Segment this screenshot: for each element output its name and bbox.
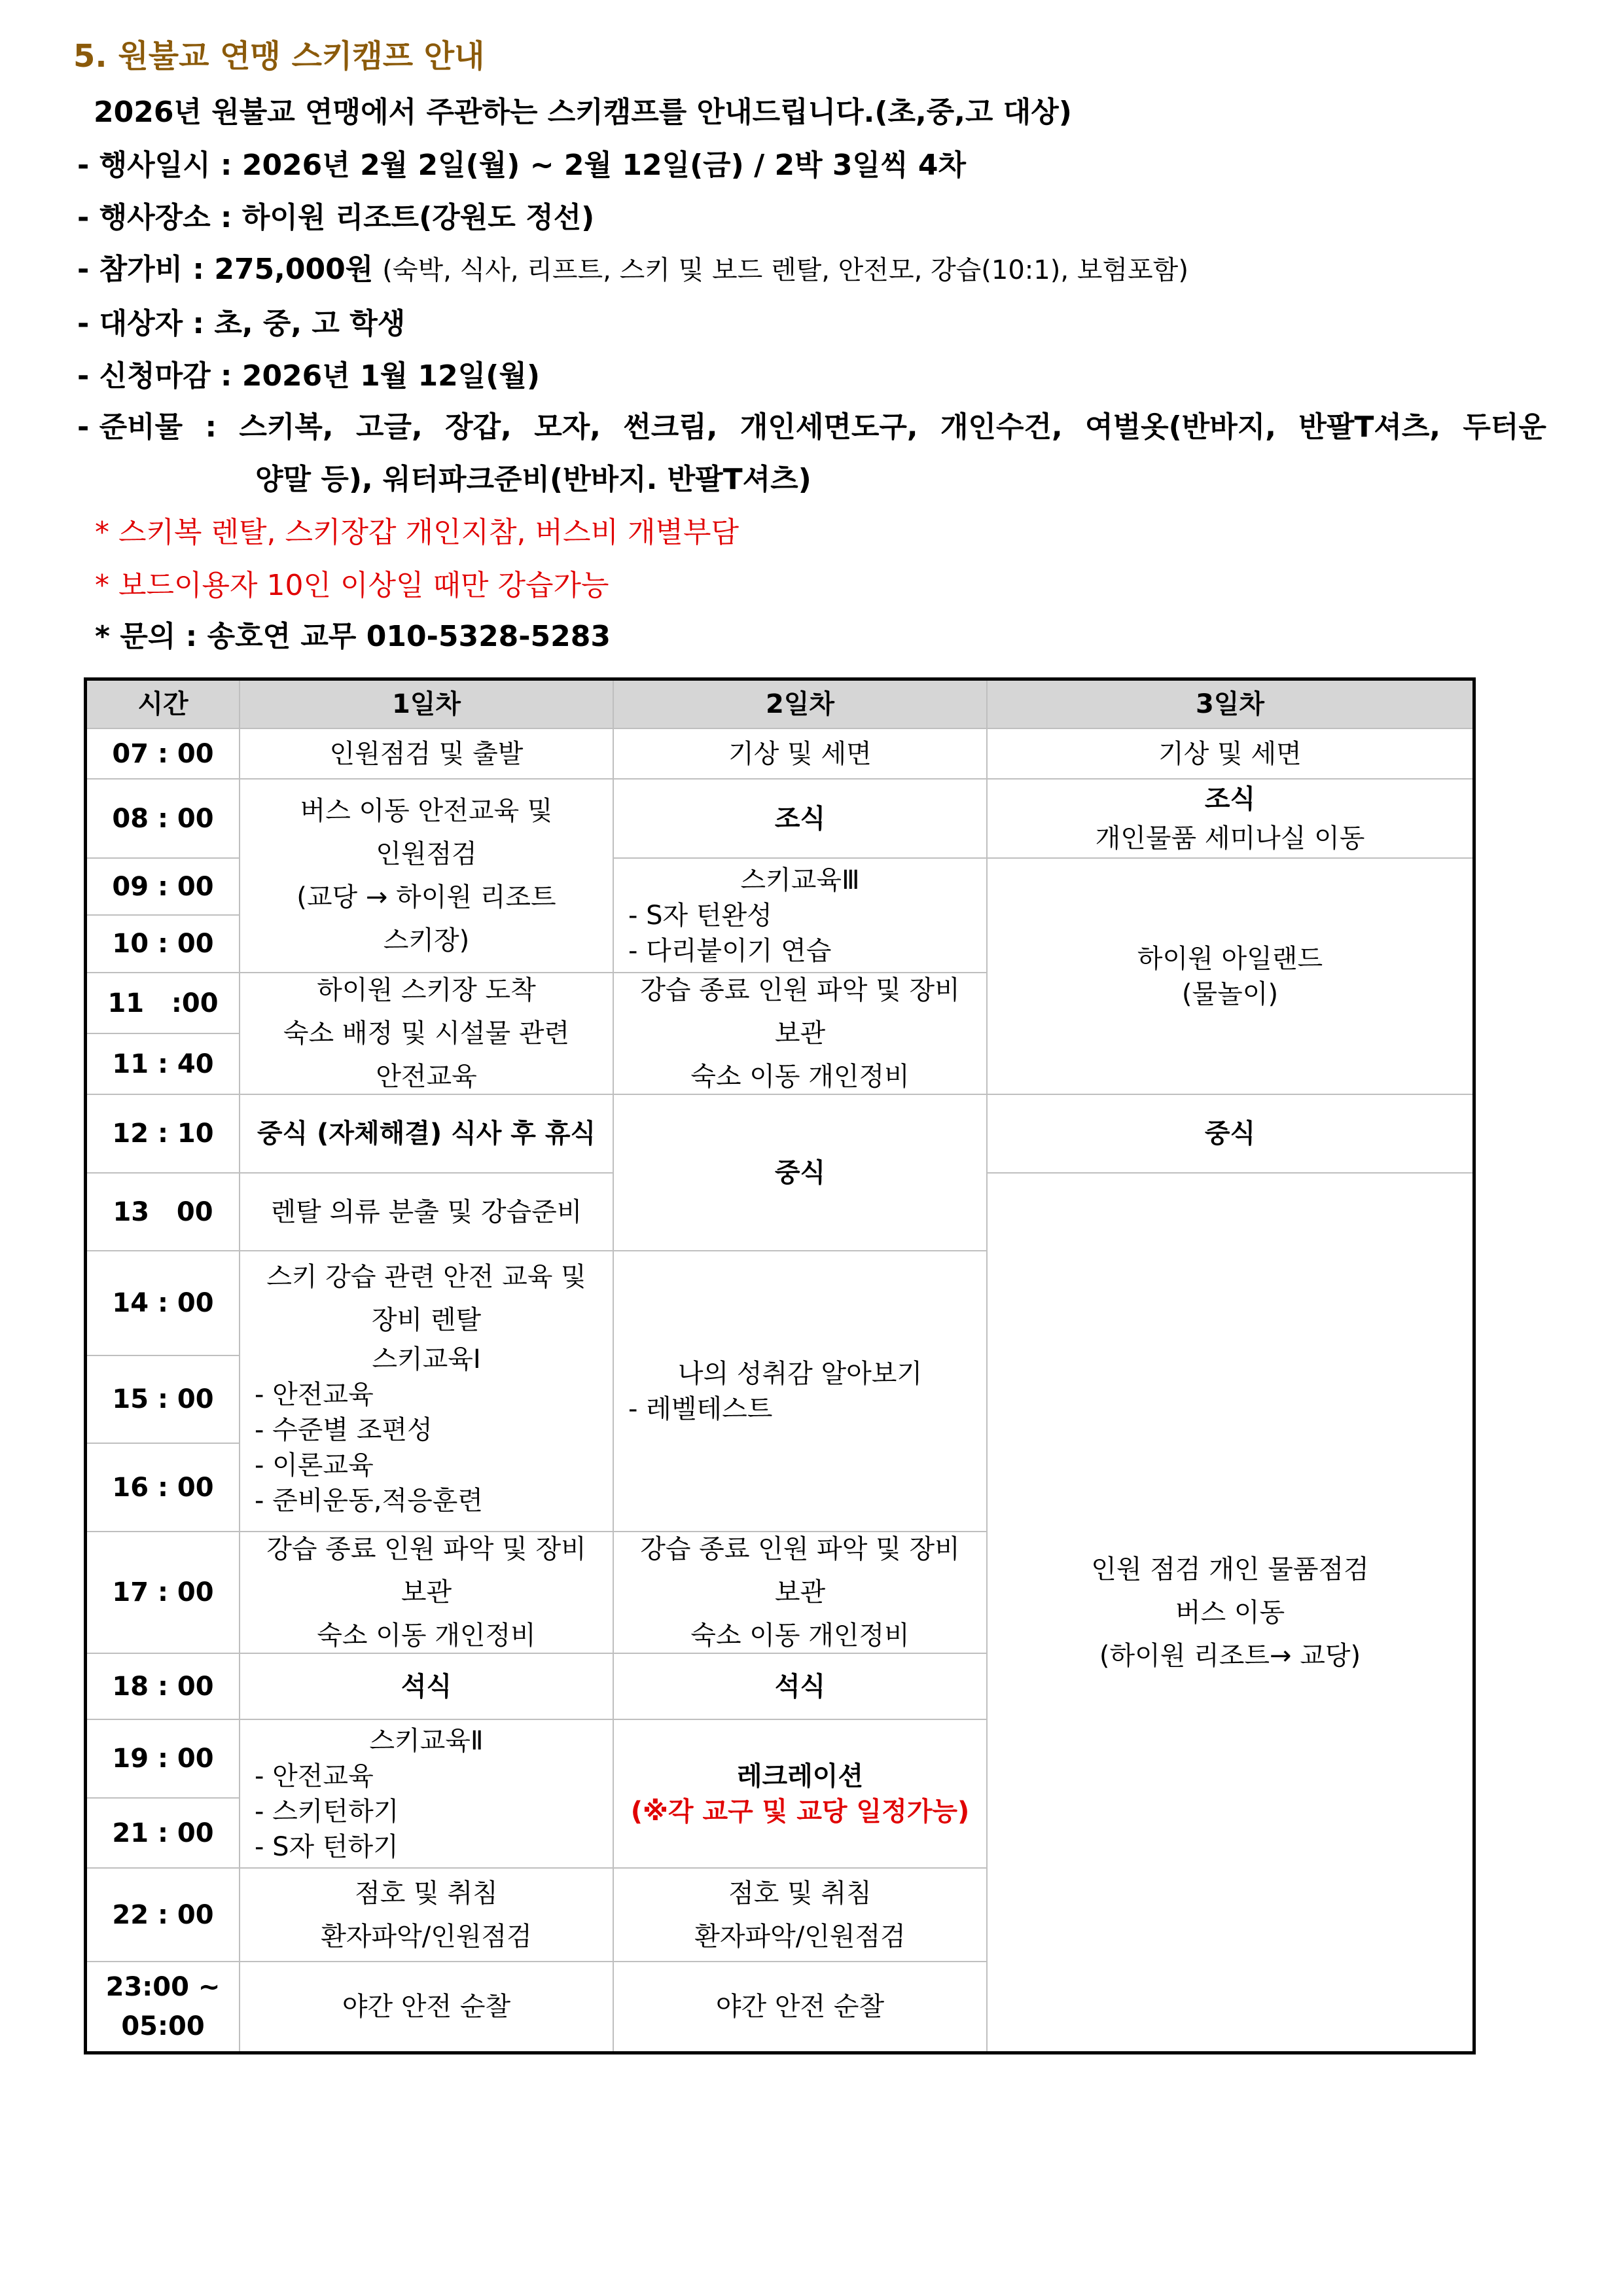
time-1700: 17 : 00 xyxy=(87,1532,240,1654)
day1-0800 xyxy=(240,780,614,973)
cell-line: 버스 이동 안전교육 및 xyxy=(300,796,553,826)
day2-1700 xyxy=(614,1532,988,1654)
list-item: - S자 턴하기 xyxy=(255,1831,399,1862)
day2-2300: 야간 안전 순찰 xyxy=(614,1962,988,2051)
day2-1100 xyxy=(614,973,988,1095)
day3-0900 xyxy=(988,859,1472,1095)
time-0900: 09 : 00 xyxy=(87,859,240,916)
time-2100: 21 : 00 xyxy=(87,1799,240,1869)
time-1800: 18 : 00 xyxy=(87,1654,240,1720)
cell-line: 보관 xyxy=(774,1018,826,1049)
day2-1800: 석식 xyxy=(614,1654,988,1720)
cell-line: 점호 및 취침 xyxy=(355,1878,498,1909)
day3-1210: 중식 xyxy=(988,1095,1472,1174)
cell-line: 조식 xyxy=(1204,783,1256,814)
time-1100: 11 :00 xyxy=(87,973,240,1034)
time-1140: 11 : 40 xyxy=(87,1034,240,1095)
event-target: - 대상자 : 초, 중, 고 학생 xyxy=(77,307,406,340)
day1-1210: 중식 (자체해결) 식사 후 휴식 xyxy=(240,1095,614,1174)
time-0800: 08 : 00 xyxy=(87,780,240,859)
event-supplies-cont: 양말 등), 워터파크준비(반바지. 반팔T셔츠) xyxy=(255,463,812,496)
list-item: - 안전교육 xyxy=(255,1761,374,1791)
fee-amount: - 참가비 : 275,000원 xyxy=(77,253,374,286)
header-day1: 1일차 xyxy=(240,681,614,729)
supply-item: 개인수건, xyxy=(940,410,1063,444)
list-item: - 레벨테스트 xyxy=(628,1393,773,1424)
cell-line: 하이원 아일랜드 xyxy=(1137,943,1323,974)
day1-1800: 석식 xyxy=(240,1654,614,1720)
contact-info: * 문의 : 송호연 교무 010-5328-5283 xyxy=(95,620,611,653)
supply-item: 스키복, xyxy=(239,410,334,444)
cell-line: 인원점검 xyxy=(376,839,477,869)
cell-line: 스키교육Ⅲ xyxy=(740,865,860,895)
day3-0800 xyxy=(988,780,1472,859)
day3-0700: 기상 및 세면 xyxy=(988,729,1472,780)
day1-1900 xyxy=(240,1720,614,1869)
list-item: - 스키턴하기 xyxy=(255,1796,399,1827)
cell-line: 레크레이션 xyxy=(736,1761,864,1791)
cell-line: (물놀이) xyxy=(1181,978,1279,1009)
cell-line: 숙소 이동 개인정비 xyxy=(690,1062,910,1092)
cell-line: 버스 이동 xyxy=(1175,1597,1285,1628)
note-board: * 보드이용자 10인 이상일 때만 강습가능 xyxy=(95,569,609,602)
cell-line: 보관 xyxy=(401,1577,452,1607)
cell-line: 인원 점검 개인 물품점검 xyxy=(1091,1554,1369,1585)
header-day2: 2일차 xyxy=(614,681,988,729)
cell-line: (하이원 리조트→ 교당) xyxy=(1099,1640,1361,1671)
cell-line: 개인물품 세미나실 이동 xyxy=(1095,823,1365,853)
time-1900: 19 : 00 xyxy=(87,1720,240,1799)
time-1300: 13 00 xyxy=(87,1174,240,1251)
day2-1400 xyxy=(614,1251,988,1532)
day2-0700: 기상 및 세면 xyxy=(614,729,988,780)
list-item: - S자 턴완성 xyxy=(628,900,772,931)
time-1400: 14 : 00 xyxy=(87,1251,240,1356)
recreation-note: (※각 교구 및 교당 일정가능) xyxy=(630,1796,970,1827)
time-2300 xyxy=(87,1962,240,2051)
time-1500: 15 : 00 xyxy=(87,1356,240,1444)
day1-1400 xyxy=(240,1251,614,1532)
day1-2200 xyxy=(240,1869,614,1962)
schedule-table xyxy=(84,677,1476,2054)
time-2300-end: 05:00 xyxy=(121,2011,205,2041)
day2-0900 xyxy=(614,859,988,973)
cell-line: 숙소 배정 및 시설물 관련 xyxy=(283,1018,570,1049)
supply-item: 두터운 xyxy=(1463,410,1546,444)
time-1000: 10 : 00 xyxy=(87,916,240,973)
cell-line: 환자파악/인원점검 xyxy=(694,1921,906,1952)
supplies-label: - 준비물 xyxy=(77,410,183,444)
list-item: - 수준별 조편성 xyxy=(255,1415,433,1445)
header-time: 시간 xyxy=(87,681,240,729)
day1-2300: 야간 안전 순찰 xyxy=(240,1962,614,2051)
cell-line: 스키장) xyxy=(383,925,470,956)
cell-line: 스키교육Ⅰ xyxy=(372,1344,481,1374)
cell-line: 숙소 이동 개인정비 xyxy=(690,1621,910,1651)
day1-1700 xyxy=(240,1532,614,1654)
day3-1300 xyxy=(988,1174,1472,2051)
cell-line: 환자파악/인원점검 xyxy=(321,1921,532,1952)
supply-item: 모자, xyxy=(534,410,601,444)
list-item: - 다리붙이기 연습 xyxy=(628,935,832,966)
cell-line: 스키교육Ⅱ xyxy=(369,1725,484,1756)
supply-item: 반팔T셔츠, xyxy=(1298,410,1441,444)
event-fee xyxy=(77,250,1188,290)
time-2200: 22 : 00 xyxy=(87,1869,240,1962)
event-place: - 행사장소 : 하이원 리조트(강원도 정선) xyxy=(77,201,595,234)
cell-line: 강습 종료 인원 파악 및 장비 xyxy=(640,1534,960,1564)
supply-item: 여벌옷(반바지, xyxy=(1085,410,1276,444)
header-day3: 3일차 xyxy=(988,681,1472,729)
list-item: - 안전교육 xyxy=(255,1380,374,1410)
time-1210: 12 : 10 xyxy=(87,1095,240,1174)
time-2300-start: 23:00 ~ xyxy=(105,1972,221,2002)
page-title: 5. 원불교 연맹 스키캠프 안내 xyxy=(73,38,485,75)
supply-item: 썬크림, xyxy=(623,410,718,444)
day1-0700: 인원점검 및 출발 xyxy=(240,729,614,780)
list-item: - 이론교육 xyxy=(255,1450,374,1480)
supply-item: 개인세면도구, xyxy=(740,410,918,444)
fee-note: (숙박, 식사, 리프트, 스키 및 보드 렌탈, 안전모, 강습(10:1), 보험포함) xyxy=(382,255,1188,285)
day2-0800: 조식 xyxy=(614,780,988,859)
cell-line: 강습 종료 인원 파악 및 장비 xyxy=(266,1534,586,1564)
cell-line: 장비 렌탈 xyxy=(371,1305,482,1335)
cell-line: 안전교육 xyxy=(376,1062,477,1092)
intro-text: 2026년 원불교 연맹에서 주관하는 스키캠프를 안내드립니다.(초,중,고 대상) xyxy=(94,96,1072,129)
day2-2200 xyxy=(614,1869,988,1962)
day2-1210: 중식 xyxy=(614,1095,988,1251)
event-deadline: - 신청마감 : 2026년 1월 12일(월) xyxy=(77,359,541,393)
event-date: - 행사일시 : 2026년 2월 2일(월) ~ 2월 12일(금) / 2박 3일씩 4차 xyxy=(77,149,966,182)
supplies-colon: : xyxy=(205,410,217,444)
supply-item: 장갑, xyxy=(445,410,512,444)
event-supplies xyxy=(77,408,1546,447)
cell-line: 하이원 스키장 도착 xyxy=(317,975,536,1005)
list-item: - 준비운동,적응훈련 xyxy=(255,1486,483,1516)
cell-line: 스키 강습 관련 안전 교육 및 xyxy=(266,1262,586,1292)
cell-line: 점호 및 취침 xyxy=(728,1878,872,1909)
supply-item: 고글, xyxy=(356,410,423,444)
cell-line: 나의 성취감 알아보기 xyxy=(677,1358,923,1389)
day2-1900 xyxy=(614,1720,988,1869)
day1-1100 xyxy=(240,973,614,1095)
time-1600: 16 : 00 xyxy=(87,1444,240,1532)
time-0700: 07 : 00 xyxy=(87,729,240,780)
cell-line: (교당 → 하이원 리조트 xyxy=(296,882,556,912)
cell-line: 보관 xyxy=(774,1577,826,1607)
note-rental: * 스키복 렌탈, 스키장갑 개인지참, 버스비 개별부담 xyxy=(95,516,739,549)
cell-line: 강습 종료 인원 파악 및 장비 xyxy=(640,975,960,1005)
cell-line: 숙소 이동 개인정비 xyxy=(317,1621,536,1651)
day1-1300: 렌탈 의류 분출 및 강습준비 xyxy=(240,1174,614,1251)
